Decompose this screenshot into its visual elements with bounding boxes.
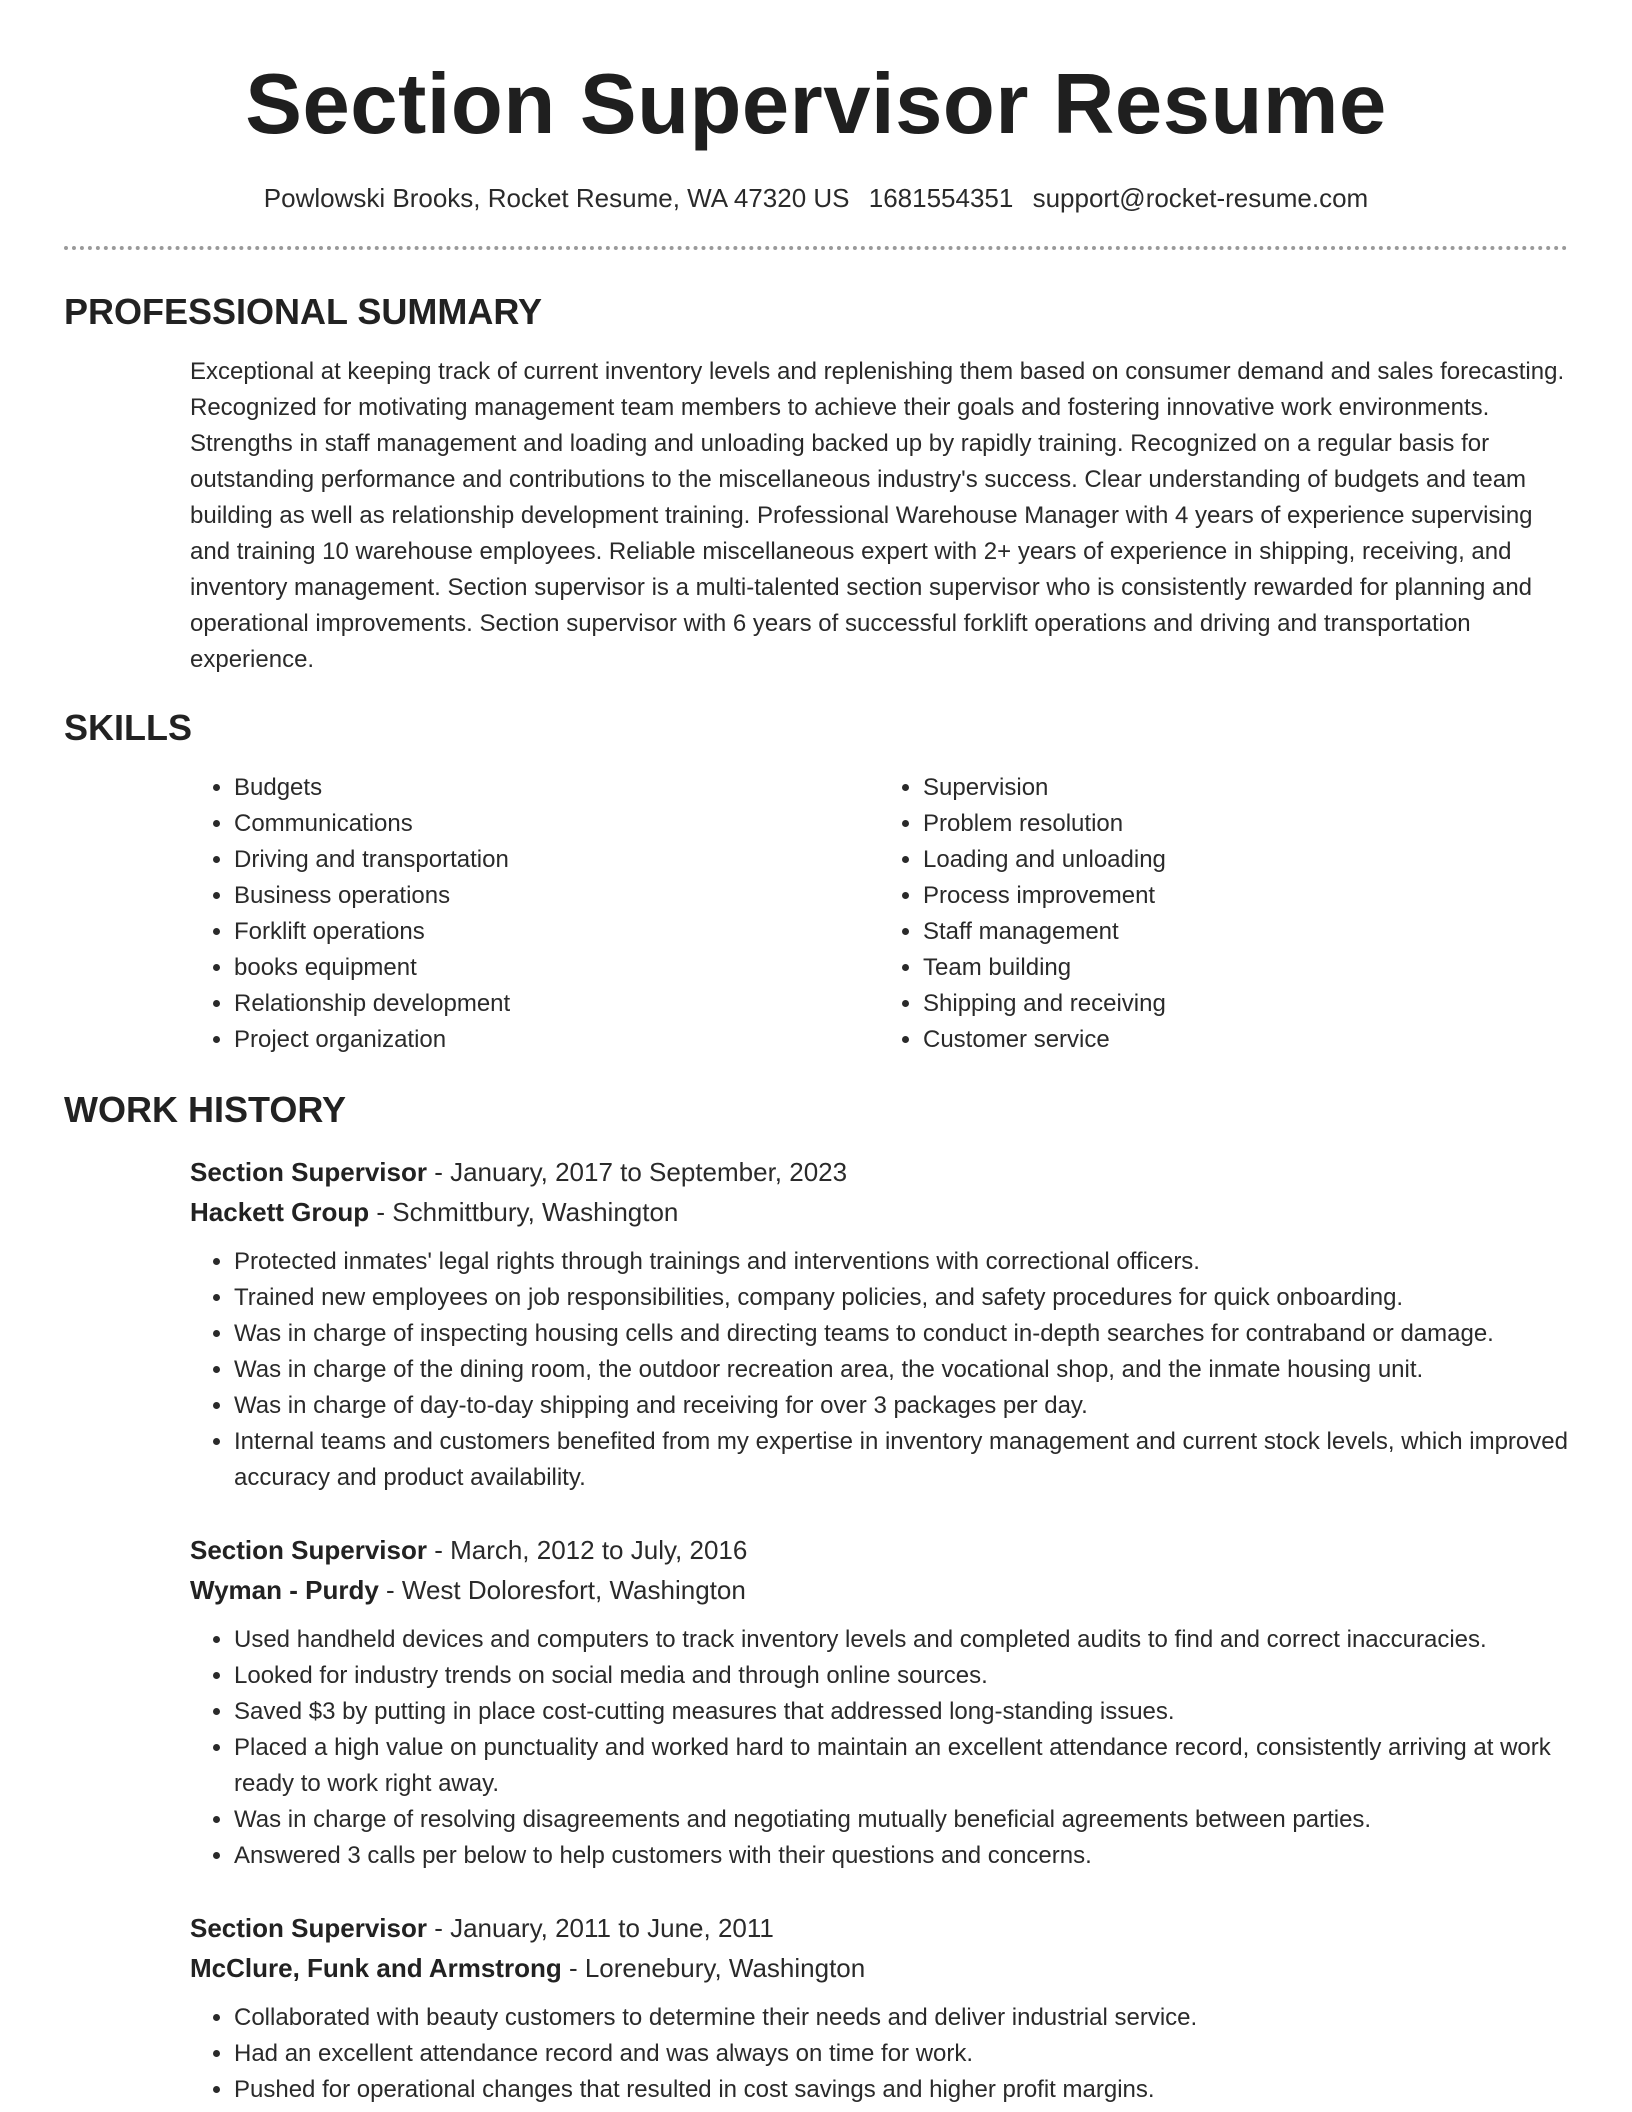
skill-item: • Staff management — [923, 914, 1568, 950]
summary-section — [64, 290, 1568, 678]
skill-item: • books equipment — [234, 950, 879, 986]
job-bullet: • Had an excellent attendance record and was always on time for work. — [234, 2036, 1568, 2072]
contact-email[interactable]: support@rocket-resume.com — [1032, 183, 1369, 213]
job-bullets — [190, 2000, 1568, 2108]
job-bullet: • Pushed for operational changes that resulted in cost savings and higher profit margins. — [234, 2072, 1568, 2108]
skill-item: • Forklift operations — [234, 914, 879, 950]
skill-item: • Problem resolution — [923, 806, 1568, 842]
jobs-list — [190, 1152, 1568, 2108]
job-entry — [190, 1908, 1568, 2108]
header-divider — [64, 246, 1568, 250]
work-history-section — [64, 1088, 1568, 2108]
skill-item: • Shipping and receiving — [923, 986, 1568, 1022]
job-location: - Schmittbury, Washington — [369, 1197, 679, 1227]
contact-address: Powlowski Brooks, Rocket Resume, WA 47320 US — [263, 183, 850, 213]
job-company-line — [190, 1570, 1568, 1610]
skill-item: • Customer service — [923, 1022, 1568, 1058]
summary-text: Exceptional at keeping track of current inventory levels and replenishing them based on consumer demand and sales forecasting. Recognized for motivating management team members to achieve their goals and fostering innovative work environments. Strengths in staff management and loading and unloading backed up by rapidly training. Recognized on a regular basis for outstanding performance and contributions to the miscellaneous industry's success. Clear understanding of budgets and team building as well as relationship development training. Professional Warehouse Manager with 4 years of experience supervising and training 10 warehouse employees. Reliable miscellaneous expert with 2+ years of experience in shipping, receiving, and inventory management. Section supervisor is a multi-talented section supervisor who is consistently rewarded for planning and operational improvements. Section supervisor with 6 years of successful forklift operations and driving and transportation experience. — [190, 358, 1565, 673]
job-bullet: • Collaborated with beauty customers to determine their needs and deliver industrial service. — [234, 2000, 1568, 2036]
job-company-line — [190, 1192, 1568, 1232]
skills-columns — [190, 770, 1568, 1058]
skills-list-right — [879, 770, 1568, 1058]
job-title: Section Supervisor — [190, 1535, 427, 1565]
job-company: Wyman - Purdy — [190, 1575, 379, 1605]
contact-line — [64, 182, 1568, 214]
summary-heading: PROFESSIONAL SUMMARY — [64, 291, 543, 332]
skill-item: • Project organization — [234, 1022, 879, 1058]
job-bullet: • Answered 3 calls per below to help customers with their questions and concerns. — [234, 1838, 1568, 1874]
job-bullet: • Was in charge of day-to-day shipping and receiving for over 3 packages per day. — [234, 1388, 1568, 1424]
job-title: Section Supervisor — [190, 1913, 427, 1943]
job-location: - West Doloresfort, Washington — [378, 1575, 746, 1605]
skill-item: • Team building — [923, 950, 1568, 986]
skill-item: • Budgets — [234, 770, 879, 806]
job-bullets — [190, 1622, 1568, 1874]
job-dates: - March, 2012 to July, 2016 — [426, 1535, 748, 1565]
job-bullet: • Protected inmates' legal rights through trainings and interventions with correctional officers. — [234, 1244, 1568, 1280]
skill-item: • Communications — [234, 806, 879, 842]
job-dates: - January, 2011 to June, 2011 — [426, 1913, 774, 1943]
skill-item: • Relationship development — [234, 986, 879, 1022]
job-bullet: • Was in charge of the dining room, the outdoor recreation area, the vocational shop, and the inmate housing unit. — [234, 1352, 1568, 1388]
job-bullet: • Looked for industry trends on social media and through online sources. — [234, 1658, 1568, 1694]
skills-heading: SKILLS — [64, 707, 193, 748]
job-company: Hackett Group — [190, 1197, 370, 1227]
job-bullet: • Was in charge of inspecting housing cells and directing teams to conduct in-depth searches for contraband or damage. — [234, 1316, 1568, 1352]
skill-item: • Driving and transportation — [234, 842, 879, 878]
job-bullet: • Used handheld devices and computers to track inventory levels and completed audits to find and correct inaccuracies. — [234, 1622, 1568, 1658]
job-title-line — [190, 1908, 1568, 1948]
work-history-heading: WORK HISTORY — [64, 1089, 347, 1130]
skill-item: • Process improvement — [923, 878, 1568, 914]
job-bullet: • Internal teams and customers benefited from my expertise in inventory management and current stock levels, which improved accuracy and product availability. — [234, 1424, 1568, 1496]
job-company-line — [190, 1948, 1568, 1988]
skill-item: • Loading and unloading — [923, 842, 1568, 878]
job-bullet: • Saved $3 by putting in place cost-cutting measures that addressed long-standing issues. — [234, 1694, 1568, 1730]
skill-item: • Supervision — [923, 770, 1568, 806]
job-bullet: • Placed a high value on punctuality and worked hard to maintain an excellent attendance record, consistently arriving at work ready to work right away. — [234, 1730, 1568, 1802]
contact-phone: 1681554351 — [868, 183, 1014, 213]
job-bullet: • Was in charge of resolving disagreements and negotiating mutually beneficial agreements between parties. — [234, 1802, 1568, 1838]
job-title-line — [190, 1530, 1568, 1570]
job-dates: - January, 2017 to September, 2023 — [426, 1157, 848, 1187]
skills-section — [64, 706, 1568, 1058]
resume-title: Section Supervisor Resume — [245, 57, 1387, 152]
job-entry — [190, 1530, 1568, 1874]
job-company: McClure, Funk and Armstrong — [190, 1953, 562, 1983]
job-title: Section Supervisor — [190, 1157, 427, 1187]
job-location: - Lorenebury, Washington — [561, 1953, 866, 1983]
skills-list-left — [190, 770, 879, 1058]
skill-item: • Business operations — [234, 878, 879, 914]
job-bullets — [190, 1244, 1568, 1496]
job-entry — [190, 1152, 1568, 1496]
job-title-line — [190, 1152, 1568, 1192]
job-bullet: • Trained new employees on job responsibilities, company policies, and safety procedures for quick onboarding. — [234, 1280, 1568, 1316]
